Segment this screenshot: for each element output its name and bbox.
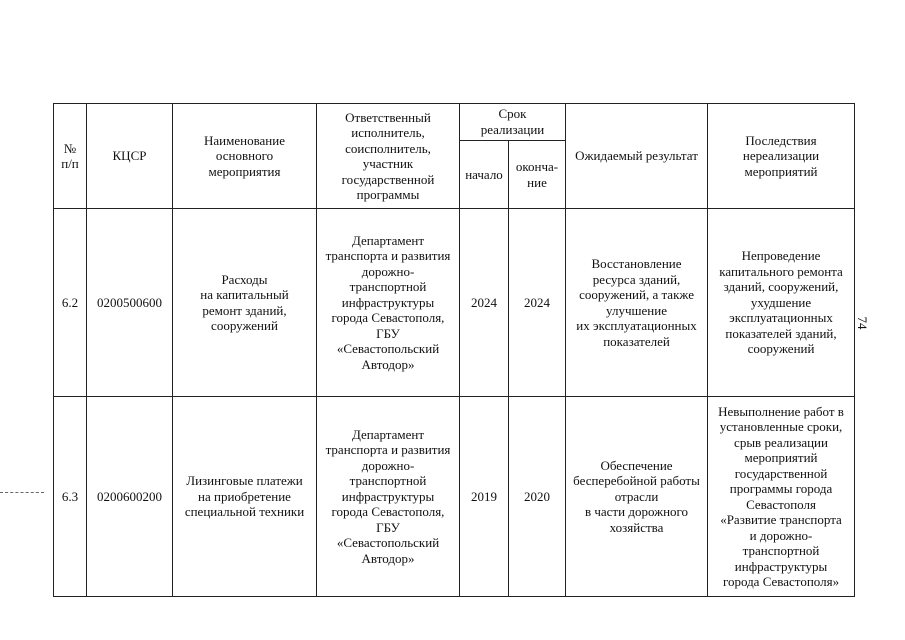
header-row-1 bbox=[54, 104, 855, 141]
row-end: 2020 bbox=[509, 397, 566, 597]
table-row bbox=[54, 397, 855, 597]
row-num: 6.3 bbox=[54, 397, 87, 597]
col-header-end: оконча- ние bbox=[509, 141, 566, 209]
row-expected: Восстановление ресурса зданий, сооружений, а также улучшение их эксплуатационных показателей bbox=[566, 209, 708, 397]
row-expected: Обеспечение бесперебойной работы отрасли в части дорожного хозяйства bbox=[566, 397, 708, 597]
row-end: 2024 bbox=[509, 209, 566, 397]
col-header-period: Срок реализации bbox=[460, 104, 566, 141]
col-header-responsible: Ответственный исполнитель, соисполнитель, участник государственной программы bbox=[317, 104, 460, 209]
row-start: 2019 bbox=[460, 397, 509, 597]
col-header-expected: Ожидаемый результат bbox=[566, 104, 708, 209]
row-kcsr: 0200600200 bbox=[87, 397, 173, 597]
col-header-name: Наименование основного мероприятия bbox=[173, 104, 317, 209]
col-header-num: № п/п bbox=[54, 104, 87, 209]
col-header-kcsr: КЦСР bbox=[87, 104, 173, 209]
row-consequences: Непроведение капитального ремонта зданий, сооружений, ухудшение эксплуатационных показателей зданий, сооружений bbox=[708, 209, 855, 397]
table-row bbox=[54, 209, 855, 397]
program-table bbox=[53, 103, 855, 597]
row-name: Лизинговые платежи на приобретение специальной техники bbox=[173, 397, 317, 597]
row-responsible: Департамент транспорта и развития дорожно- транспортной инфраструктуры города Севастополя, ГБУ «Севастопольский Автодор» bbox=[317, 209, 460, 397]
row-consequences: Невыполнение работ в установленные сроки, срыв реализации мероприятий государственной программы города Севастополя «Развитие транспорта и дорожно- транспортной инфраструктуры города Севастополя» bbox=[708, 397, 855, 597]
row-start: 2024 bbox=[460, 209, 509, 397]
row-num: 6.2 bbox=[54, 209, 87, 397]
page-number: 74 bbox=[855, 316, 870, 330]
row-kcsr: 0200500600 bbox=[87, 209, 173, 397]
row-name: Расходы на капитальный ремонт зданий, сооружений bbox=[173, 209, 317, 397]
col-header-start: начало bbox=[460, 141, 509, 209]
margin-dash-divider bbox=[0, 492, 44, 493]
col-header-consequences: Последствия нереализации мероприятий bbox=[708, 104, 855, 209]
row-responsible: Департамент транспорта и развития дорожно- транспортной инфраструктуры города Севастополя, ГБУ «Севастопольский Автодор» bbox=[317, 397, 460, 597]
